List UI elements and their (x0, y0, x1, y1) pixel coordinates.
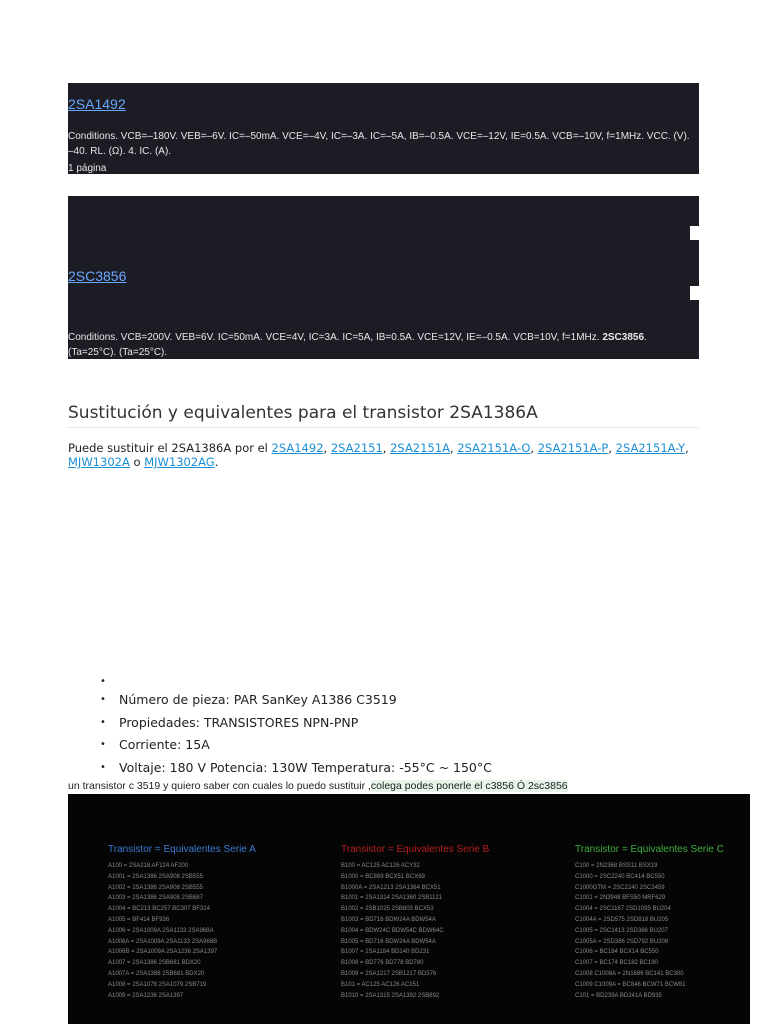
document-description: Conditions. VCB=–180V. VEB=–6V. IC=–50mA. VCE=–4V, IC=–3A. IC=–5A, IB=–0.5A. VCE=–12V, IE=0.5A. VCB=–10V, f=1MHz. VCC. (V). –40. RL. (Ω). 4. IC. (A). (68, 131, 690, 157)
equivalent-link[interactable]: 2SA2151A (390, 441, 450, 455)
list-item: A1007A = 2SA1386 2SB681 BDX20 (108, 970, 205, 977)
list-item: C1005A = 2SD386 2SD792 BU208 (575, 938, 669, 945)
list-item: C1006 = BC184 BCX14 BC550 (575, 949, 659, 956)
list-item: • Número de pieza: PAR SanKey A1386 C3519 (100, 689, 492, 712)
list-item: B1010 = 2SA1315 2SA1392 2SB892 (341, 992, 440, 999)
list-item (100, 675, 492, 689)
equivalents-table-image (68, 794, 750, 1024)
description-text: . (Ta=25°C). (Ta=25°C). (68, 332, 647, 358)
intro-text: Puede sustituir el 2SA1386A por el (68, 441, 272, 455)
list-item: C101 = BD239A BD241A BD935 (575, 992, 662, 999)
list-item: A1006A = 2SA1009A 2SA1133 2SA968B (108, 938, 218, 945)
list-item: C1008 C1008A = 2N1686 BC141 BC300 (575, 970, 684, 977)
comment-question: un transistor c 3519 y quiero saber con cuales lo puedo sustituir , (68, 780, 371, 792)
list-item: A1003 = 2SA1386 2SA908 2SB687 (108, 895, 203, 902)
description-part-number: 2SC3856 (602, 332, 645, 343)
substitution-paragraph (68, 441, 699, 469)
list-item: C1005 = 2SC1413 2SD386 BU207 (575, 927, 668, 934)
comment-reply: colega podes ponerle el c3856 Ó 2sc3856 (370, 780, 568, 792)
section-title: Sustitución y equivalentes para el transistor 2SA1386A (68, 403, 699, 428)
list-item: B1007 = 2SA1184 BD140 BD231 (341, 949, 430, 956)
list-item: C1000 = 2SC2240 BC414 BC550 (575, 873, 665, 880)
sentence-end: . (214, 455, 219, 469)
document-description (68, 330, 693, 360)
separator: , (608, 441, 616, 455)
list-item: B1004 = BDW24C BDW54C BDW64C (341, 927, 444, 934)
list-item: B1003 = BD716 BDW24A BDW54A (341, 916, 436, 923)
list-item: B1005 = BD716 BDW24A BDW54A (341, 938, 436, 945)
equivalent-link[interactable]: MJW1302A (68, 455, 130, 469)
document-card-2sa1492 (68, 83, 699, 174)
list-item: A1004 = BC213 BC257 BC307 BF324 (108, 906, 210, 913)
list-item: • Corriente: 15A (100, 734, 492, 757)
list-item: A100 = 2SA218 AF124 AF200 (108, 863, 189, 869)
list-item: B1009 = 2SA1217 2SB1217 BD376 (341, 970, 437, 977)
list-item: B1002 = 2SB1025 2SB803 BCX53 (341, 906, 434, 913)
spec-list (100, 675, 492, 779)
equivalent-link[interactable]: 2SA2151A-Y (615, 441, 686, 455)
list-item: B1000A = 2SA1213 2SA1364 BCX51 (341, 884, 441, 891)
list-item: A1008 = 2SA1078 2SA1079 2SB719 (108, 981, 207, 988)
list-item: B100 = AC125 AC126 ACY32 (341, 863, 420, 869)
separator: , (382, 441, 391, 455)
list-item: A1005 = BF414 BF936 (108, 916, 170, 923)
equivalents-column-b (341, 844, 561, 1001)
list-item: A1001 = 2SA1386 2SA908 2SB555 (108, 873, 203, 880)
separator: o (129, 455, 145, 469)
list-item: B1001 = 2SA1314 2SA1360 2SB1121 (341, 895, 443, 902)
list-item: C1000GTM = 2SC2240 2SC2459 (575, 884, 665, 891)
list-item: C1004A = 2SD575 2SD818 BU205 (575, 916, 669, 923)
document-card-2sc3856 (68, 196, 699, 359)
list-item: A1002 = 2SA1386 2SA908 2SB555 (108, 884, 203, 891)
separator: , (685, 441, 689, 455)
list-item: • Voltaje: 180 V Potencia: 130W Temperatura: -55°C ~ 150°C (100, 757, 492, 780)
list-item: C100 = 2N2368 BSS11 BSX19 (575, 863, 658, 869)
equivalent-link[interactable]: 2SA1492 (271, 441, 324, 455)
list-item: B101 = AC125 AC126 AC151 (341, 981, 420, 988)
list-item: C1007 = BC174 BC182 BC190 (575, 960, 658, 967)
card-edge-marker (690, 226, 699, 240)
card-edge-marker (690, 286, 699, 300)
equivalent-link[interactable]: MJW1302AG (144, 455, 215, 469)
separator: , (323, 441, 331, 455)
description-text: Conditions. VCB=200V. VEB=6V. IC=50mA. VCE=4V, IC=3A. IC=5A, IB=0.5A. VCE=12V, IE=–0.5A. VCB=10V, f=1MHz. (68, 332, 603, 343)
list-item: A1006B = 2SA1009A 2SA1236 2SA1397 (108, 949, 218, 956)
list-item: B1000 = BC869 BCX51 BCX69 (341, 873, 425, 880)
column-heading: Transistor = Equivalentes Serie C (575, 844, 724, 855)
list-item: C1009 C1009A = BC846 BCW71 BCW81 (575, 981, 686, 988)
separator: , (449, 441, 458, 455)
separator: , (530, 441, 538, 455)
user-comment (68, 780, 568, 792)
list-item: A1006 = 2SA1009A 2SA1133 2SA968A (108, 927, 214, 934)
equivalent-link[interactable]: 2SA2151A-O (457, 441, 531, 455)
column-heading: Transistor = Equivalentes Serie A (108, 844, 256, 855)
list-item: C1004 = 2SC1167 2SD1095 BU204 (575, 906, 671, 913)
document-title-link[interactable]: 2SA1492 (68, 96, 126, 112)
equivalents-column-a (108, 844, 328, 1001)
list-item: C1001 = 2N3948 BFS50 MRF629 (575, 895, 666, 902)
list-item: • Propiedades: TRANSISTORES NPN-PNP (100, 712, 492, 735)
list-item: A1007 = 2SA1386 2SB681 BDX20 (108, 960, 201, 967)
column-heading: Transistor = Equivalentes Serie B (341, 844, 490, 855)
list-item: B1008 = BD776 BD778 BD780 (341, 960, 424, 967)
page-count: 1 página (68, 163, 107, 174)
equivalents-column-c (575, 844, 750, 1001)
document-title-link[interactable]: 2SC3856 (68, 268, 127, 284)
equivalent-link[interactable]: 2SA2151A-P (537, 441, 609, 455)
list-item: A1009 = 2SA1236 2SA1397 (108, 992, 184, 999)
equivalent-link[interactable]: 2SA2151 (330, 441, 383, 455)
